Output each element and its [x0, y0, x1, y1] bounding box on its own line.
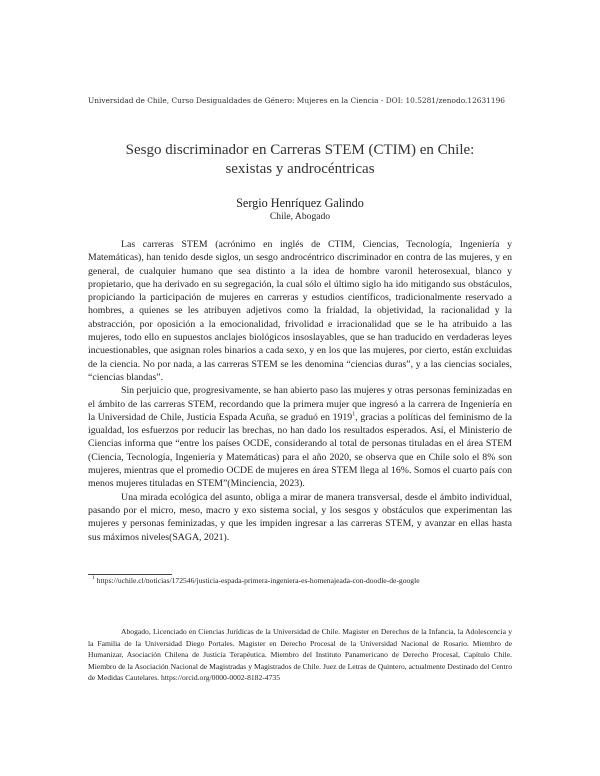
- running-head: Universidad de Chile, Curso Desigualdades de Género: Mujeres en la Ciencia - DOI: 10.5281/zenodo.12631196: [88, 96, 505, 105]
- article-title: [90, 141, 510, 179]
- author-bio-text: Abogado, Licenciado en Ciencias Jurídicas de la Universidad de Chile. Magister en Derechos de la Infancia, la Adolescencia y la Familia de la Universidad Diego Portales. Magister en Derecho Procesal de la Universidad Nacional de Rosario. Miembro de Humanizar, Asociación Chilena de Justicia Terapéutica. Miembro del Instituto Panamericano de Derecho Procesal, Capítulo Chile. Miembro de la Asociación Nacional de Magistradas y Magistrados de Chile. Juez de Letras de Quintero, actualmente Destinado del Centro de Medidas Cautelares. https://orcid.org/0000-0002-8182-4735: [88, 627, 512, 683]
- author-bio: [88, 626, 512, 684]
- title-line-2: sexistas y androcéntricas: [225, 161, 375, 177]
- footnote-number: 1: [92, 575, 95, 582]
- paragraph-3: Una mirada ecológica del asunto, obliga a mirar de manera transversal, desde el ámbito individual, pasando por el micro, meso, macro y exo sistema social, y los sesgos y obstáculos que experimentan las mujeres y personas feminizadas, y que les impiden ingresar a las carreras STEM, y avanzar en ellas hasta sus máximos niveles(SAGA, 2021).: [88, 491, 512, 543]
- paragraph-2-part-1: Sin perjuicio que, progresivamente, se han abierto paso las mujeres y otras personas feminizadas en el ámbito de las carreras STEM, recordando que la primera mujer que ingresó a la carrera de Ingeniería en la Universidad de Chile, Justicia Espada Acuña, se graduó en 1919: [88, 385, 512, 423]
- body-text: [88, 238, 512, 544]
- footnote-reference[interactable]: 1: [352, 411, 356, 418]
- paragraph-2: [88, 384, 512, 490]
- author-affiliation: Chile, Abogado: [269, 211, 331, 222]
- paragraph-1: Las carreras STEM (acrónimo en inglés de CTIM, Ciencias, Tecnología, Ingeniería y Matemáticas), han tenido desde siglos, un sesgo androcéntrico discriminador en contra de las mujeres, y en general, de cualquier humano que sea distinto a la idea de hombre varonil heterosexual, blanco y propietario, que ha derivado en su segregación, la cual sólo el último siglo ha ido mitigando sus obstáculos, propiciando la participación de mujeres en carreras y estudios científicos, tradicionalmente reservado a hombres, a quienes se les atribuyen adjetivos como la frialdad, la objetividad, la racionalidad y la abstracción, por oposición a la emocionalidad, frivolidad e irracionalidad que se le ha atribuido a las mujeres, todo ello en supuestos anclajes biológicos insoslayables, que se han traducido en verdaderas leyes incuestionables, que asignan roles binarios a cada sexo, y en los que las mujeres, por cierto, están excluidas de la ciencia. No por nada, a las carreras STEM se les denomina “ciencias duras”, y a las ciencias sociales, “ciencias blandas”.: [88, 239, 512, 383]
- title-line-1: Sesgo discriminador en Carreras STEM (CTIM) en Chile:: [125, 142, 475, 158]
- footnote-link[interactable]: https://uchile.cl/noticias/172546/justicia-espada-primera-ingeniera-es-homenajeada-con-doodle-de-google: [96, 576, 420, 585]
- paragraph-2-part-2: , gracias a políticas del feminismo de la igualdad, los esfuerzos por reducir las brechas, no han dado los resultados esperados. Así, el Ministerio de Ciencias informa que “entre los países OCDE, considerando al total de personas tituladas en el área STEM (Ciencia, Tecnología, Ingeniería y Matemáticas) para el año 2020, se observa que en Chile solo el 8% son mujeres, mientras que el promedio OCDE de mujeres en área STEM llega al 16%. Somos el cuarto país con menos mujeres tituladas en STEM”(Minciencia, 2023).: [88, 411, 512, 490]
- footnote: [88, 575, 512, 586]
- author-name: Sergio Henríquez Galindo: [236, 196, 364, 210]
